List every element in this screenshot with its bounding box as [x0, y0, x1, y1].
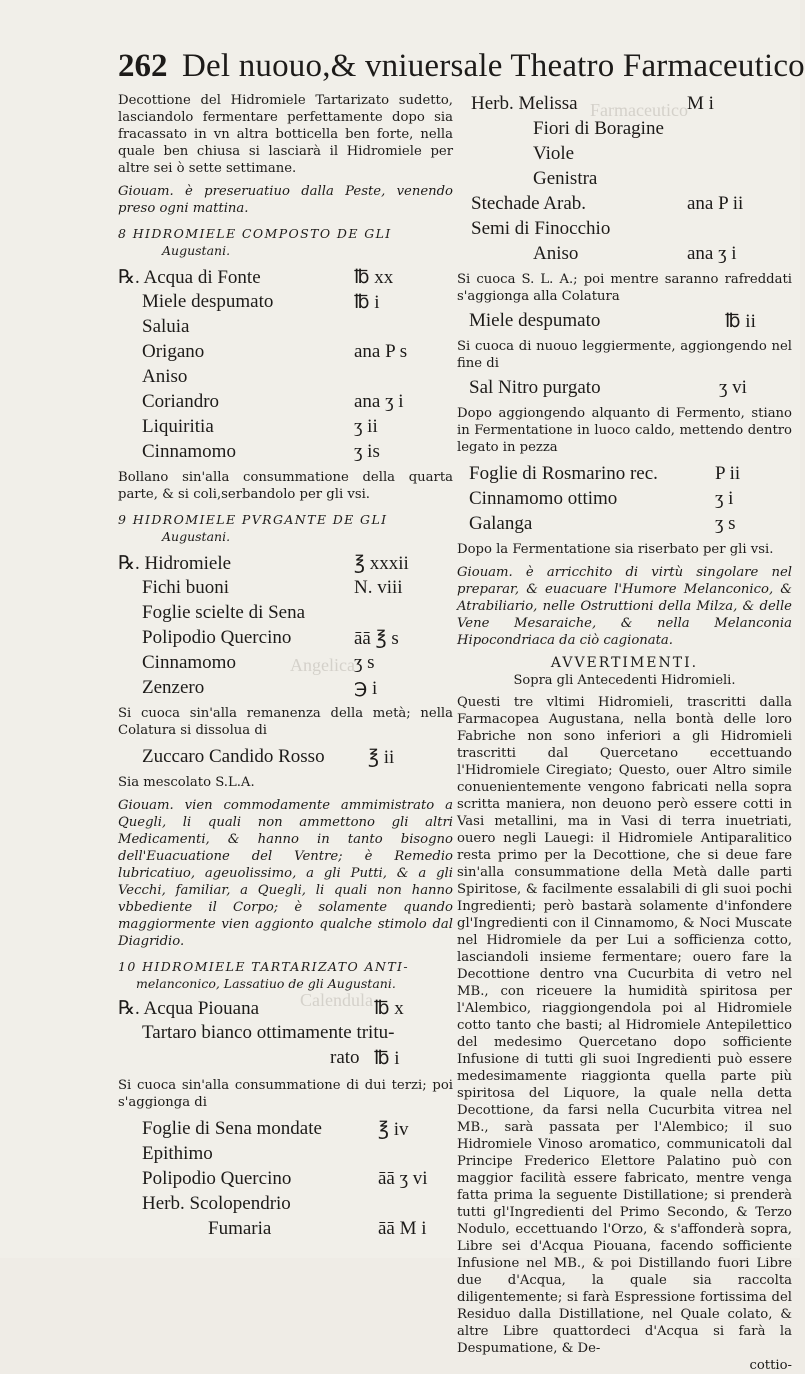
bleed-through-text: Angelica: [290, 655, 355, 675]
ingredient-quantity: ʒ i: [715, 488, 734, 509]
ingredient-name: Zuccaro Candido Rosso: [142, 746, 325, 767]
running-title: Del nuouo,& vniuersale Theatro Farmaceutico: [182, 48, 805, 84]
ingredient-name: Aniso: [533, 243, 579, 264]
ingredient-row: [118, 1217, 453, 1242]
right-column: [457, 92, 792, 1374]
ingredient-quantity: ℈ i: [354, 678, 378, 699]
ingredient-row: [118, 290, 453, 315]
ingredient-row: [457, 487, 792, 512]
ingredient-name: Foglie di Sena mondate: [142, 1118, 322, 1139]
ingredient-name: Fumaria: [208, 1218, 272, 1239]
ingredient-row: [118, 1192, 453, 1217]
section-9-note: Si cuoca sin'alla remanenza della metà; nella Colatura si dissolua di: [118, 706, 453, 738]
section-9-use-note: Giouam. vien commodamente ammimistrato a Quegli, li quali non ammettono gli altri Medicamenti, & hanno in tanto bisogno dell'Euacuatione del Ventre; è Remedio lubricatiuo, ageuolissimo, a gli Putti, & a gli Vecchi, familiar, a Quegli, li quali non hanno vbbediente il Corpo; è solamente quando maggiormente vien aggionto qualche stimolo dal Diagridio.: [118, 798, 453, 949]
section-10-note: Si cuoca sin'alla consummatione di dui terzi; poi s'aggionga di: [118, 1078, 453, 1110]
ingredient-name: Foglie scielte di Sena: [142, 602, 306, 623]
page-header: [118, 44, 805, 94]
ingredient-name: Cinnamomo: [142, 441, 236, 462]
ingredient-name: Herb. Melissa: [471, 93, 578, 114]
ingredient-row: [457, 117, 792, 142]
section-10-ingredients-2: [118, 1117, 453, 1242]
page-number: 262: [118, 48, 168, 84]
ingredient-name: Cinnamomo ottimo: [469, 488, 618, 509]
ingredient-row: [118, 651, 453, 676]
ingredient-name: Herb. Scolopendrio: [142, 1193, 291, 1214]
right-note-1: Si cuoca S. L. A.; poi mentre saranno rafreddati s'aggionga alla Colatura: [457, 272, 792, 304]
ingredient-quantity: ʒ vi: [719, 377, 747, 398]
ingredient-quantity: ℥ xxxii: [354, 553, 409, 574]
ingredient-quantity: P ii: [715, 463, 741, 484]
ingredient-name: Galanga: [469, 513, 533, 534]
ingredient-row: [118, 315, 453, 340]
ingredient-quantity: ʒ s: [354, 652, 375, 673]
ingredient-quantity: ℥ iv: [378, 1119, 409, 1140]
ingredient-row: [118, 1021, 453, 1046]
ingredient-quantity: ℥ ii: [368, 747, 395, 768]
ingredient-name: Origano: [142, 341, 205, 362]
ingredient-name: Miele despumato: [469, 310, 601, 331]
left-column: [118, 92, 453, 1242]
ingredient-name: Cinnamomo: [142, 652, 236, 673]
right-note-3: Dopo aggiongendo alquanto di Fermento, stiano in Fermentatione in luoco caldo, mettendo dentro legato in pezza: [457, 406, 792, 455]
ingredient-row: [457, 376, 792, 401]
ingredient-row: [118, 1117, 453, 1142]
section-10-ingredients: [118, 996, 453, 1071]
ingredient-quantity: ℔ i: [374, 1048, 400, 1069]
ingredient-name: Aniso: [142, 366, 188, 387]
ingredient-name: Polipodio Quercino: [142, 627, 292, 648]
avvertimenti-heading: AVVERTIMENTI.: [550, 655, 699, 671]
ingredient-quantity: ana ʒ i: [354, 391, 404, 412]
avvertimenti-text: Questi tre vltimi Hidromieli, trascritti dalla Farmacopea Augustana, nella bontà delle loro Fabriche non sono inferiori a gli Hidromieli trascritti dal Quercetano eccettuando l'Hidromiele Ciregiato; Questo, ouer Altro simile conuenientemente vengono fabricati nella sopra scritta maniera, non deuono però essere cotti in Vasi metallini, ma in Vasi di terra inuetriati, ouero negli Lauegi: il Hidromiele Antiparalitico resta primo per la Decottione, che si deue fare sin'alla consummatione della Metà dalle parti Spiritose, & facilmente essalabili di gli suoi pochi Ingredienti; però bastarà solamente d'infondere gl'Ingredienti con il Cinnamomo, & Noci Muscate nel Hidromiele da per Lui a sofficienza cotto, lasciandoli insieme fermentare; ouero fare la Decottione dentro vna Cucurbita di vetro nel MB., con riceuere la humidità spiritosa per l'Alembico, riaggiongendola poi al Hidromiele cotto tanto che basti; al Hidromiele Antepilettico del medesimo Quercetano dopo sofficiente Infusione di tutti gli suoi Ingredienti può essere medesimamente riaggionta quella parte più spiritosa del Liquore, la quale nella detta Decottione, da farsi nella Cucurbita vitrea nel MB., sarà passata per l'Alembico; il suo Hidromiele Vinoso aromatico, communicatoli dal Principe Frederico Elettore Palatino può con maggior facilità essere fabricato, mentre venga fatta prima la seguente Distillatione; si prenderà tutti gl'Ingredienti del Primo Secondo, & Terzo Nodulo, eccettuando l'Orzo, & s'affonderà sopra, Libre sei d'Acqua Piouana, facendo sofficiente Infusione nel MB., & poi Distillando fuori Libre due d'Acqua, la quale sia raccolta diligentemente; si farà Espressione fortissima del Residuo dalla Distillatione, nel Quale colato, & altre Libre quattordeci d'Acqua si farà la Despumatione, & De-: [457, 695, 792, 1356]
ingredient-quantity: M i: [687, 93, 714, 114]
ingredient-row: [118, 340, 453, 365]
ingredient-quantity: ℔ i: [354, 292, 380, 313]
ingredient-row: [457, 512, 792, 537]
right-note-2: Si cuoca di nuouo leggiermente, aggiongendo nel fine di: [457, 339, 792, 371]
avvertimenti-subheading: Sopra gli Antecedenti Hidromieli.: [513, 673, 736, 688]
ingredient-row: [118, 676, 453, 701]
section-8-note: Bollano sin'alla consummatione della quarta parte, & si coli,serbandolo per gli vsi.: [118, 470, 453, 502]
ingredient-name: Viole: [533, 143, 575, 164]
ingredient-row: [118, 601, 453, 626]
ingredient-name: Tartaro bianco ottimamente tritu-: [142, 1022, 395, 1043]
bleed-through-text: Calendula: [300, 990, 373, 1010]
section-8-title: 8 HIDROMIELE COMPOSTO DE GLI Augustani.: [118, 226, 392, 258]
ingredient-quantity: āā ʒ vi: [378, 1168, 428, 1189]
ingredient-row: [457, 92, 792, 117]
ingredient-name: Stechade Arab.: [471, 193, 587, 214]
ingredient-name: Liquiritia: [142, 416, 214, 437]
ingredient-name: Fichi buoni: [142, 577, 230, 598]
ingredient-row: [457, 142, 792, 167]
ingredient-row: [118, 1167, 453, 1192]
ingredient-row: [457, 462, 792, 487]
ingredient-row: [118, 440, 453, 465]
ingredient-row: [118, 626, 453, 651]
ingredient-name: Foglie di Rosmarino rec.: [469, 463, 658, 484]
ingredient-name: Saluia: [142, 316, 190, 337]
ingredient-quantity: ʒ is: [354, 441, 380, 462]
right-use-note: Giouam. è arricchito di virtù singolare nel preparar, & euacuare l'Humore Melanconico, & Atrabiliario, nelle Ostruttioni della Milza, & delle Vene Mesaraiche, & nella Melanconia Hipocondriaca da ciò cagionata.: [457, 565, 792, 648]
ingredient-name: Fiori di Boragine: [533, 118, 664, 139]
section-10-title: 10 HIDROMIELE TARTARIZATO ANTI- melanconico, Lassatiuo de gli Augustani.: [118, 959, 410, 991]
ingredient-quantity: ℔ x: [374, 998, 404, 1019]
section-9-ingredients: [118, 551, 453, 701]
ingredient-quantity: ʒ ii: [354, 416, 378, 437]
ingredient-row: [118, 576, 453, 601]
ingredient-name: ℞. Hidromiele: [118, 553, 232, 574]
ingredient-name: Semi di Finocchio: [471, 218, 611, 239]
ingredient-row: [118, 265, 453, 290]
ingredient-name: Coriandro: [142, 391, 220, 412]
ingredient-quantity: āā M i: [378, 1218, 427, 1239]
ingredient-name: rato: [330, 1047, 360, 1068]
ingredient-name: Sal Nitro purgato: [469, 377, 601, 398]
section-8-ingredients: [118, 265, 453, 465]
ingredient-name: Polipodio Quercino: [142, 1168, 292, 1189]
ingredient-name: ℞. Acqua di Fonte: [118, 267, 261, 288]
section-9-title: 9 HIDROMIELE PVRGANTE DE GLI Augustani.: [118, 512, 388, 544]
ingredient-row: [118, 745, 453, 770]
catchword: cottio-: [749, 1358, 792, 1373]
ingredient-row: [457, 242, 792, 267]
ingredient-name: Miele despumato: [142, 291, 274, 312]
ingredient-name: Epithimo: [142, 1143, 213, 1164]
ingredient-row: [118, 1046, 453, 1071]
ingredient-row: [457, 217, 792, 242]
ingredient-row: [457, 309, 792, 334]
ingredient-row: [118, 1142, 453, 1167]
ingredient-quantity: āā ℥ s: [354, 628, 399, 649]
ingredient-quantity: ana P s: [354, 341, 408, 362]
ingredient-row: [118, 551, 453, 576]
ingredient-row: [457, 192, 792, 217]
ingredient-quantity: ana P ii: [687, 193, 744, 214]
ingredient-row: [118, 415, 453, 440]
ingredient-row: [457, 167, 792, 192]
ingredient-name: ℞. Acqua Piouana: [118, 998, 260, 1019]
bleed-through-text: Farmaceutico: [590, 100, 688, 120]
right-note-4: Dopo la Fermentatione sia riserbato per gli vsi.: [457, 542, 774, 557]
intro-use-note: Giouam. è preseruatiuo dalla Peste, venendo preso ogni mattina.: [118, 184, 453, 216]
section-9-note-2: Sia mescolato S.L.A.: [118, 775, 255, 790]
ingredient-row: [118, 996, 453, 1021]
ingredient-quantity: ana ʒ i: [687, 243, 737, 264]
intro-paragraph: Decottione del Hidromiele Tartarizato sudetto, lasciandolo fermentare perfettamente dopo sia fracassato in vn altra botticella ben forte, nella quale ben chiusa si lasciarà il Hidromiele per altre sei ò sette settimane.: [118, 93, 453, 176]
ingredient-quantity: ℔ ii: [725, 311, 756, 332]
ingredient-row: [118, 390, 453, 415]
ingredient-quantity: ℔ xx: [354, 267, 394, 288]
ingredient-row: [118, 365, 453, 390]
ingredient-name: Zenzero: [142, 677, 205, 698]
ingredient-name: Genistra: [533, 168, 598, 189]
right-ingredients-2: [457, 462, 792, 537]
right-ingredients-1: [457, 92, 792, 267]
ingredient-quantity: N. viii: [354, 577, 403, 598]
ingredient-quantity: ʒ s: [715, 513, 736, 534]
